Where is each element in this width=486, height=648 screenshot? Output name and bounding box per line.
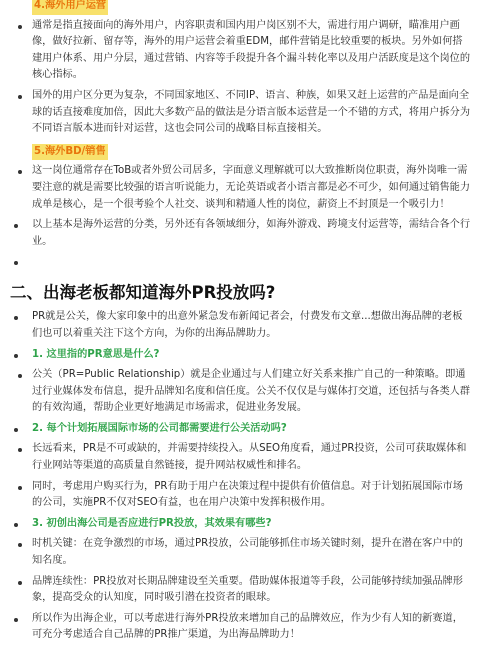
bullet-pr-brand-continuity: 品牌连续性：PR投放对长期品牌建设至关重要。借助媒体报道等手段，公司能够持续加强品牌形象，提高受众的认知度，同时吸引潜在投资者的眼球。 <box>32 574 472 607</box>
bullet-closing: 所以作为出海企业，可以考虑进行海外PR投放来增加自己的品牌效应，作为少有人知的新赛道，可充分考虑适合自己品牌的PR推广渠道，为出海品牌助力！ <box>32 611 472 644</box>
section-2-title: 二、出海老板都知道海外PR投放吗? <box>10 283 276 303</box>
question-2-title: 2. 每个计划拓展国际市场的公司都需要进行公关活动吗? <box>32 421 472 438</box>
bullet-pr-user-decision: 同时，考虑用户购买行为，PR有助于用户在决策过程中提供有价值信息。对于计划拓展国际市场的公司，实施PR不仅对SEO有益，也在用户决策中发挥积极作用。 <box>32 479 472 512</box>
bullet-empty <box>32 254 472 270</box>
bullet-pr-intro: PR就是公关，像大家印象中的出意外紧急发布新闻记者会，付费发布文章...想做出海品牌的老板们也可以着重关注下这个方向，为你的出海品牌助力。 <box>32 309 472 342</box>
heading-overseas-bd-sales: 5.海外BD/销售 <box>32 144 108 161</box>
section-4-heading <box>32 0 472 15</box>
bullet-bd-sales-role: 这一岗位通常存在ToB或者外贸公司居多，字面意义理解就可以大致推断岗位职责，海外岗唯一需要注意的就是需要比较强的语言听说能力，无论英语或者小语言都是必不可少，如何通过销售能力成单是核心，是一个很考验个人社交、谈判和精通人性的岗位，薪资上不封顶是一个吸引力！ <box>32 163 472 213</box>
bullet-pr-long-term: 长远看来，PR是不可或缺的，并需要持续投入。从SEO角度看，通过PR投资，公司可获取媒体和行业网站等渠道的高质量自然链接，提升网站权威性和排名。 <box>32 441 472 474</box>
bullet-pr-timing: 时机关键：在竞争激烈的市场，通过PR投放，公司能够抓住市场关键时刻，提升在潜在客户中的知名度。 <box>32 536 472 569</box>
heading-overseas-user-ops: 4.海外用户运营 <box>32 0 108 15</box>
section-5-heading <box>32 144 472 161</box>
question-3-title: 3. 初创出海公司是否应进行PR投放，其效果有哪些? <box>32 516 472 533</box>
bullet-user-ops-segmentation: 国外的用户区分更为复杂，不同国家地区、不同IP、语言、种族，如果又赶上运营的产品是面向全球的话直接难度加倍，因此大多数产品的做法是分语言版本运营是一个不错的方式，将用户拆分为不同语言版本进而针对运营，这也会同公司的战略目标直接相关。 <box>32 88 472 138</box>
bullet-user-ops-duties: 通常是指直接面向的海外用户，内容职责和国内用户岗区别不大，需进行用户调研，瞄准用户画像，做好拉新、留存等，海外的用户运营会着重EDM，邮件营销是比较重要的板块。另外如何搭建用户体系、用户分层，通过营销、内容等手段提升各个漏斗转化率以及用户活跃度是这个岗位的核心指标。 <box>32 18 472 84</box>
question-1-title: 1. 这里指的PR意思是什么? <box>32 347 472 364</box>
bullet-summary: 以上基本是海外运营的分类，另外还有各领域细分，如海外游戏、跨境支付运营等，需结合各个行业。 <box>32 217 472 250</box>
bullet-pr-definition: 公关（PR=Public Relationship）就是企业通过与人们建立好关系来推广自己的一种策略。即通过行业媒体发布信息，提升品牌知名度和信任度。公关不仅仅是与媒体打交道，还包括与各类人群的有效沟通，帮助企业更好地满足市场需求，促进业务发展。 <box>32 367 472 417</box>
